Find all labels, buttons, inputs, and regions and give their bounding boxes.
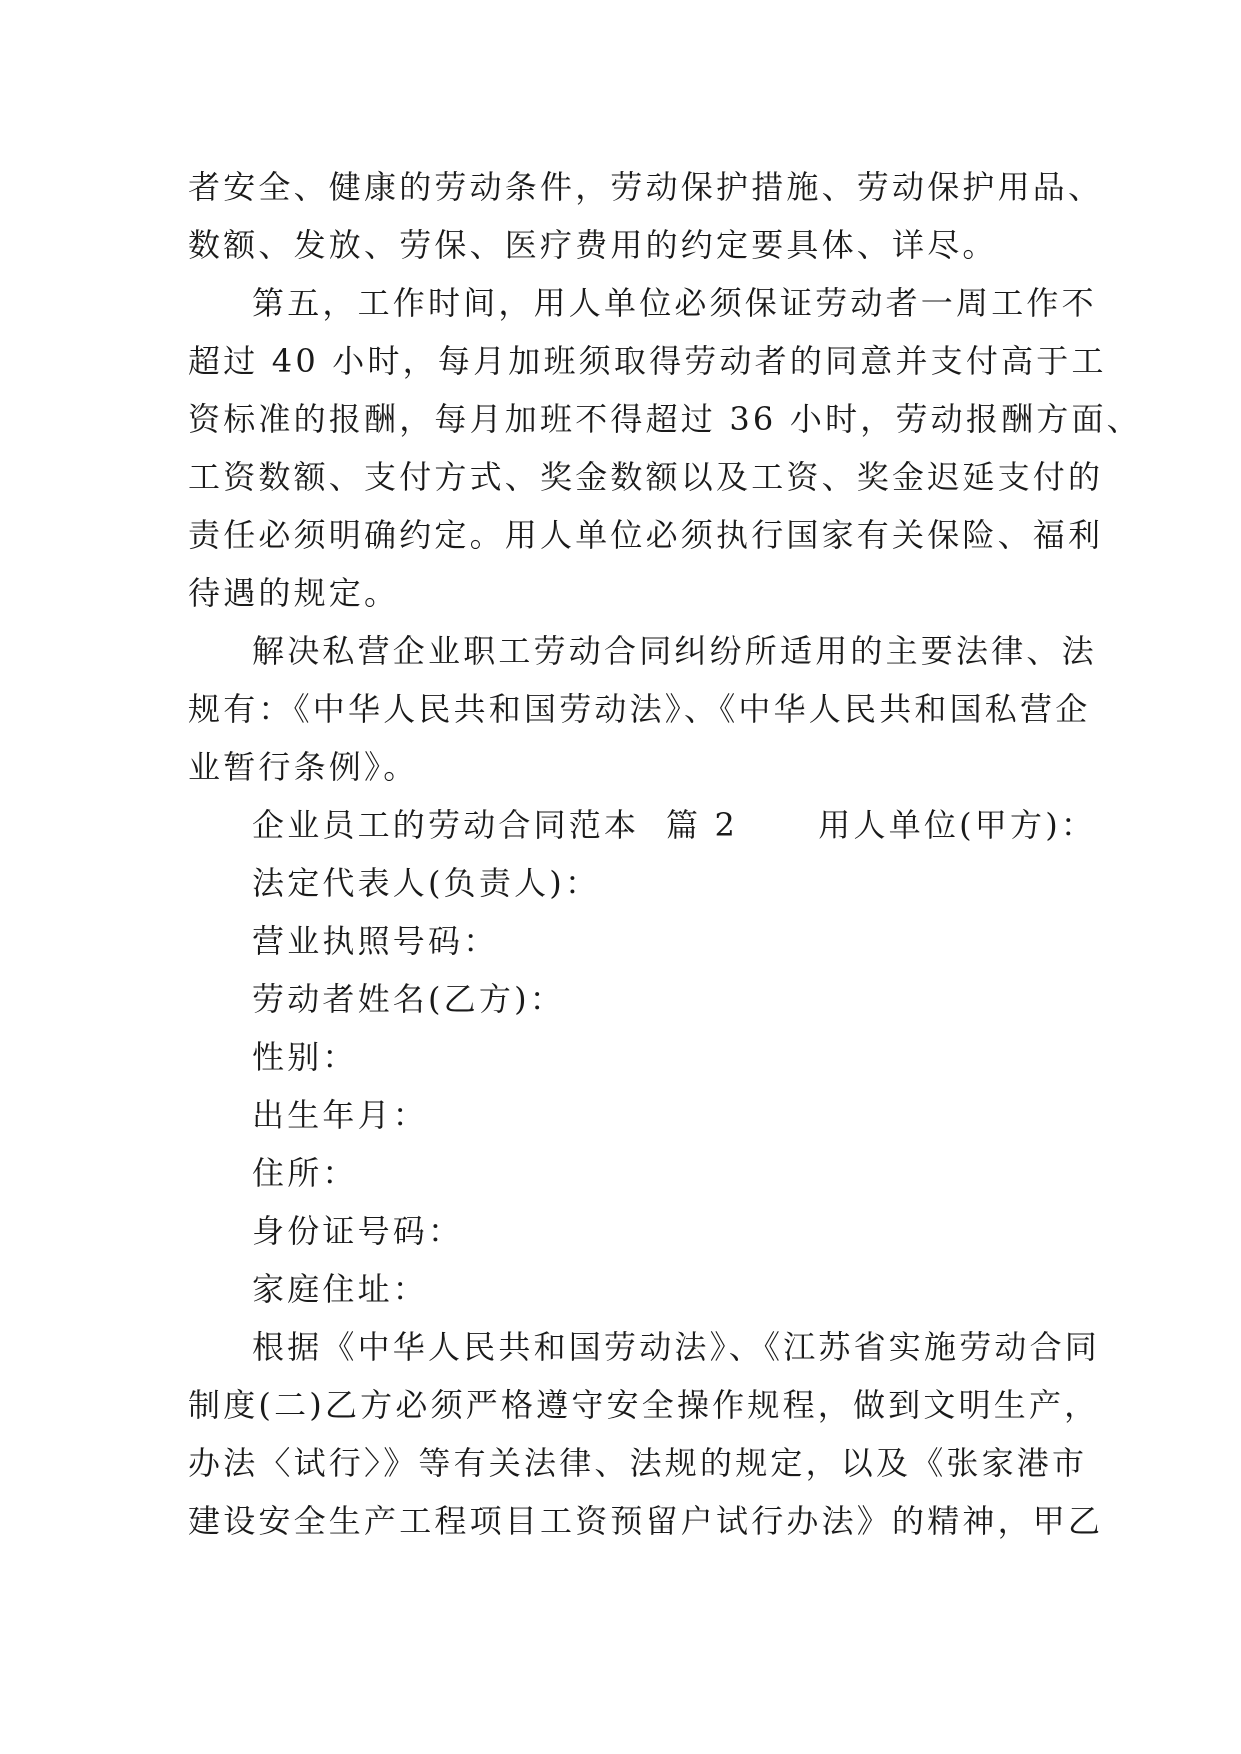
form-field-id-number: 身份证号码： <box>252 1212 464 1250</box>
text-line: 待遇的规定。 <box>188 574 400 612</box>
text-line: 超过 40 小时，每月加班须取得劳动者的同意并支付高于工 <box>188 342 1107 380</box>
text-line: 工资数额、支付方式、奖金数额以及工资、奖金迟延支付的 <box>188 458 1104 496</box>
text-line: 业暂行条例》。 <box>188 748 419 786</box>
text-line: 办法〈试行〉》等有关法律、法规的规定，以及《张家港市 <box>188 1444 1088 1482</box>
text-line: 制度(二)乙方必须严格遵守安全操作规程，做到文明生产， <box>188 1386 1100 1424</box>
text-line: 建设安全生产工程项目工资预留户试行办法》的精神，甲乙 <box>188 1502 1104 1540</box>
form-field-worker-name: 劳动者姓名(乙方)： <box>252 980 565 1018</box>
form-field-legal-representative: 法定代表人(负责人)： <box>252 864 601 902</box>
text-line: 第五，工作时间，用人单位必须保证劳动者一周工作不 <box>252 284 1097 322</box>
form-field-birth-date: 出生年月： <box>252 1096 429 1134</box>
section-heading-line: 企业员工的劳动合同范本 篇 2 用人单位(甲方)： <box>252 806 1097 844</box>
form-field-residence: 住所： <box>252 1154 358 1192</box>
text-line: 者安全、健康的劳动条件，劳动保护措施、劳动保护用品、 <box>188 168 1104 206</box>
text-line: 解决私营企业职工劳动合同纠纷所适用的主要法律、法 <box>252 632 1097 670</box>
form-field-gender: 性别： <box>252 1038 358 1076</box>
form-field-home-address: 家庭住址： <box>252 1270 429 1308</box>
text-line: 根据《中华人民共和国劳动法》、《江苏省实施劳动合同 <box>252 1328 1101 1366</box>
text-line: 数额、发放、劳保、医疗费用的约定要具体、详尽。 <box>188 226 998 264</box>
document-body <box>188 158 1142 1550</box>
text-line: 责任必须明确约定。用人单位必须执行国家有关保险、福利 <box>188 516 1104 554</box>
text-line: 资标准的报酬，每月加班不得超过 36 小时，劳动报酬方面、 <box>188 400 1142 438</box>
text-line: 规有：《中华人民共和国劳动法》、《中华人民共和国私营企 <box>188 690 1091 728</box>
form-field-business-license: 营业执照号码： <box>252 922 499 960</box>
